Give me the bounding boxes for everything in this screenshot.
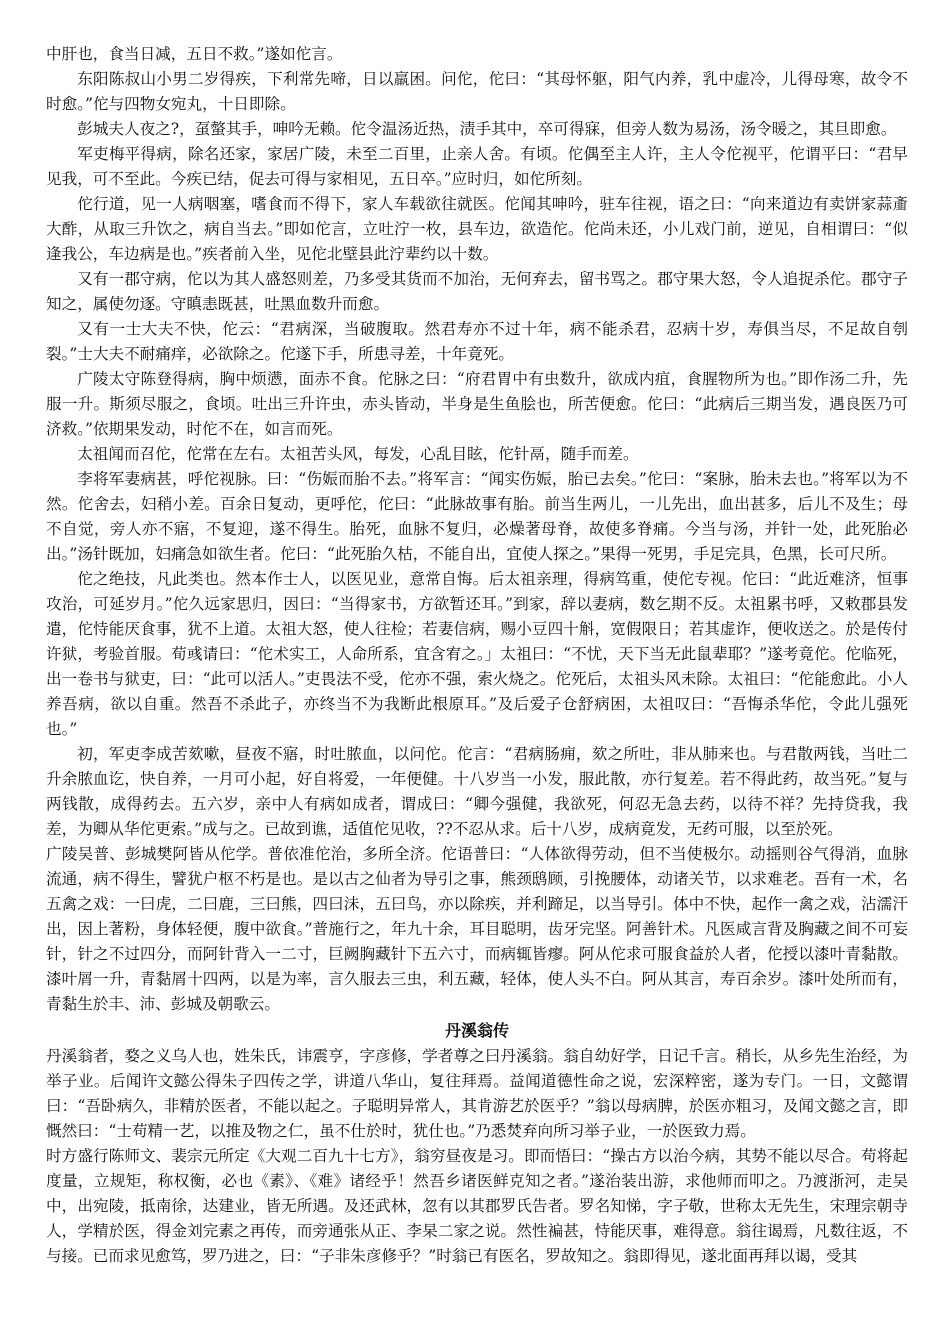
paragraph: 佗之绝技，凡此类也。然本作士人，以医见业，意常自悔。后太祖亲理，得病笃重，使佗专视。佗曰：“此近难济，恒事攻治，可延岁月。”佗久远家思归，因曰：“当得家书，方欲暂还耳。”到家，辞以妻病，数乞期不反。太祖累书呼，又敕郡县发遣，佗恃能厌食事，犹不上道。太祖大怒，使人往检；若妻信病，赐小豆四十斛，宽假限日；若其虚诈，便收送之。於是传付许狱，考验首服。荀彧请曰：“佗术实工，人命所系，宜含宥之。」太祖曰：“不忧，天下当无此鼠辈耶？”遂考竟佗。佗临死，出一卷书与狱吏，曰：“此可以活人。”吏畏法不受，佗亦不强，索火烧之。佗死后，太祖头风未除。太祖曰：“佗能愈此。小人养吾病，欲以自重。然吾不杀此子，亦终当不为我断此根原耳。”及后爱子仓舒病困，太祖叹曰：“吾悔杀华佗，令此儿强死也。”: [46, 570, 908, 738]
document-page: [46, 42, 908, 1269]
section-title: 丹溪翁传: [444, 1021, 509, 1040]
paragraph: 太祖闻而召佗，佗常在左右。太祖苦头风，每发，心乱目眩，佗针鬲，随手而差。: [77, 445, 639, 463]
paragraph: 广陵太守陈登得病，胸中烦懑，面赤不食。佗脉之曰：“府君胃中有虫数升，欲成内疽，食腥物所为也。”即作汤二升，先服一升。斯须尽服之，食顷。吐出三升许虫，赤头皆动，半身是生鱼脍也，所苦便愈。佗曰：“此病后三期当发，遇良医乃可济救。”依期果发动，时佗不在，如言而死。: [46, 370, 908, 438]
biography-hua-tuo-section: [46, 42, 908, 1017]
biography-danxi-section: [46, 1044, 908, 1269]
paragraph: 彭城夫人夜之?，虿螫其手，呻吟无赖。佗令温汤近热，渍手其中，卒可得寐，但旁人数为易汤，汤令暖之，其旦即愈。: [77, 120, 897, 138]
paragraph: 又有一郡守病，佗以为其人盛怒则差，乃多受其货而不加治，无何弃去，留书骂之。郡守果大怒，令人追捉杀佗。郡守子知之，属使勿逐。守瞋恚既甚，吐黑血数升而愈。: [46, 270, 908, 313]
paragraph: 初，军吏李成苦欬嗽，昼夜不寤，时吐脓血，以问佗。佗言：“君病肠痈，欬之所吐，非从肺来也。与君散两钱，当吐二升余脓血讫，快自养，一月可小起，好自将爱，一年便健。十八岁当一小发，服此散，亦行复差。若不得此药，故当死。”复与两钱散，成得药去。五六岁，亲中人有病如成者，谓成曰：“卿今强健，我欲死，何忍无急去药，以待不祥？先持贷我，我差，为卿从华佗更索。”成与之。已故到谯，适值佗见收，??不忍从求。后十八岁，成病竟发，无药可服，以至於死。: [46, 745, 908, 838]
paragraph: 军吏梅平得病，除名还家，家居广陵，未至二百里，止亲人舍。有顷。佗偶至主人许，主人令佗视平，佗谓平曰：“君早见我，可不至此。今疾已结，促去可得与家相见，五日卒。”应时归，如佗所刻。: [46, 145, 908, 188]
paragraph: 时方盛行陈师文、裴宗元所定《大观二百九十七方》，翁穷昼夜是习。即而悟曰：“操古方以治今病，其势不能以尽合。苟将起度量，立规矩，称权衡，必也《素》、《难》诸经乎！然吾乡诸医鲜克知之者。”遂治装出游，求他师而叩之。乃渡浙河，走吴中，出宛陵，抵南徐，达建业，皆无所遇。及还武林，忽有以其郡罗氏告者。罗名知悌，字子敬，世称太无先生，宋理宗朝寺人，学精於医，得金刘完素之再传，而旁通张从正、李杲二家之说。然性褊甚，恃能厌事，难得意。翁往谒焉，凡数往返，不与接。已而求见愈笃，罗乃进之，曰：“子非朱彦修乎？”时翁已有医名，罗故知之。翁即得见，遂北面再拜以谒，受其: [46, 1147, 908, 1265]
paragraph: 佗行道，见一人病咽塞，嗜食而不得下，家人车载欲往就医。佗闻其呻吟，驻车往视，语之曰：“向来道边有卖饼家蒜齑大酢，从取三升饮之，病自当去。”即如佗言，立吐泞一枚，县车边，欲造佗。佗尚未还，小儿戏门前，逆见，自相谓曰：“似逢我公，车边病是也。”疾者前入坐，见佗北壁县此泞辈约以十数。: [46, 195, 908, 263]
paragraph: 丹溪翁者，婺之义乌人也，姓朱氏，讳震亨，字彦修，学者尊之曰丹溪翁。翁自幼好学，日记千言。稍长，从乡先生治经，为举子业。后闻许文懿公得朱子四传之学，讲道八华山，复往拜焉。益闻道德性命之说，宏深粹密，遂为专门。一日，文懿谓曰：“吾卧病久，非精於医者，不能以起之。子聪明异常人，其肯游艺於医乎？”翁以母病脾，於医亦粗习，及闻文懿之言，即慨然曰：“士苟精一艺，以推及物之仁，虽不仕於时，犹仕也。”乃悉焚弃向所习举子业，一於医致力焉。: [46, 1047, 908, 1140]
paragraph: 李将军妻病甚，呼佗视脉。曰：“伤娠而胎不去。”将军言：“闻实伤娠，胎已去矣。”佗曰：“案脉，胎未去也。”将军以为不然。佗舍去，妇稍小差。百余日复动，更呼佗，佗曰：“此脉故事有胎。前当生两儿，一儿先出，血出甚多，后儿不及生；母不自觉，旁人亦不寤，不复迎，遂不得生。胎死，血脉不复归，必燥著母脊，故使多脊痛。今当与汤，并针一处，此死胎必出。”汤针既加，妇痛急如欲生者。佗曰：“此死胎久枯，不能自出，宜使人探之。”果得一死男，手足完具，色黑，长可尺所。: [46, 470, 908, 563]
paragraph: 又有一士大夫不快，佗云：“君病深，当破腹取。然君寿亦不过十年，病不能杀君，忍病十岁，寿俱当尽，不足故自刳裂。”士大夫不耐痛痒，必欲除之。佗遂下手，所患寻差，十年竟死。: [46, 320, 908, 363]
paragraph: 东阳陈叔山小男二岁得疾，下利常先啼，日以羸困。问佗，佗曰：“其母怀躯，阳气内养，乳中虚冷，儿得母寒，故令不时愈。”佗与四物女宛丸，十日即除。: [46, 70, 908, 113]
paragraph: 中肝也，食当日减，五日不救。”遂如佗言。: [46, 45, 343, 63]
paragraph: 广陵吴普、彭城樊阿皆从佗学。普依准佗治，多所全济。佗语普曰：“人体欲得劳动，但不当使极尔。动摇则谷气得消，血脉流通，病不得生，譬犹户枢不朽是也。是以古之仙者为导引之事，熊颈鸱顾，引挽腰体，动诸关节，以求难老。吾有一术，名五禽之戏：一曰虎，二曰鹿，三曰熊，四曰沬，五曰鸟，亦以除疾，并利蹄足，以当导引。体中不快，起作一禽之戏，沾濡汗出，因上著粉，身体轻便，腹中欲食。”普施行之，年九十余，耳目聪明，齿牙完坚。阿善针术。凡医咸言背及胸藏之间不可妄针，针之不过四分，而阿针背入一二寸，巨阙胸藏针下五六寸，而病辄皆瘳。阿从佗求可服食益於人者，佗授以漆叶青黏散。漆叶屑一升，青黏屑十四两，以是为率，言久服去三虫，利五藏，轻体，使人头不白。阿从其言，寿百余岁。漆叶处所而有，青黏生於丰、沛、彭城及朝歌云。: [46, 845, 908, 1013]
